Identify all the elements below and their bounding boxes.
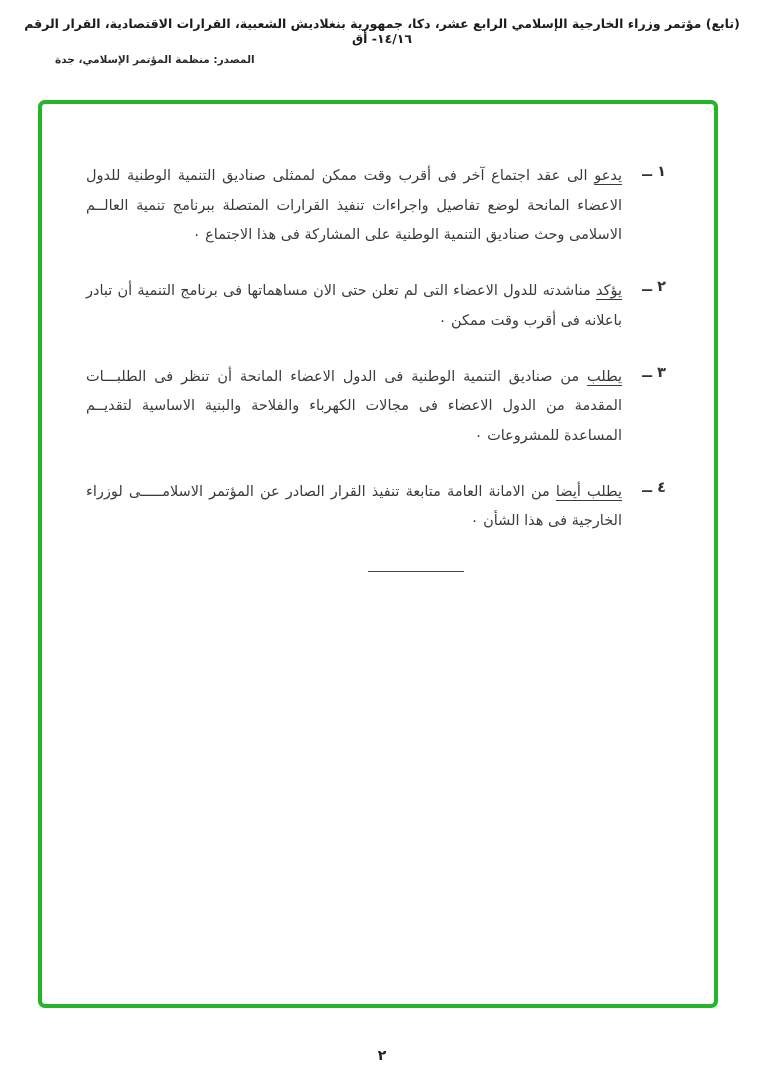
header-source: المصدر: منظمة المؤتمر الإسلامي، جدة [55,54,255,66]
item-keyword: يطلب [587,368,622,385]
resolution-item-4 [86,478,666,537]
item-keyword: يؤكد [595,283,622,300]
item-text [86,162,622,251]
item-body-text: مناشدته للدول الاعضاء التى لم تعلن حتى الان مساهماتها فى برنامج التنمية أن تبادر باعلانه فى أقرب وقت ممكن ٠ [86,283,622,329]
resolution-item-2 [86,277,666,336]
page-number: ٢ [377,1048,387,1064]
header-title: (تابع) مؤتمر وزراء الخارجية الإسلامي الرابع عشر، دكا، جمهورية بنغلاديش الشعبية، القرارات الاقتصادية، القرار الرقم ١٤/١٦- أق [24,16,740,46]
item-number: ١ ــ [642,164,666,180]
resolution-item-3 [86,363,666,452]
item-number: ٤ ــ [642,479,666,496]
item-number: ٣ ــ [642,364,666,381]
item-text [86,363,622,452]
document-body [42,104,714,572]
item-number: ٢ ــ [642,279,666,296]
item-keyword: يدعو [594,168,622,184]
end-of-text-divider [368,571,464,572]
item-keyword: يطلب أيضا [555,483,622,500]
item-text [86,277,622,336]
item-body-text: من الامانة العامة متابعة تنفيذ القرار الصادر عن المؤتمر الاسلامـــــى لوزراء الخارجية فى هذا الشأن ٠ [86,483,622,530]
document-header [0,0,764,66]
item-body-text: الى عقد اجتماع آخر فى أقرب وقت ممكن لممثلى صناديق التنمية الوطنية للدول الاعضاء المانحة لوضع تفاصيل واجراءات تنفيذ القرارات المتصلة ببرنامج تنمية العالــم الاسلامى وحث صناديق التنمية الوطنية على المشاركة فى هذا الاجتماع ٠ [86,168,622,244]
resolution-item-1 [86,162,666,251]
item-text [86,478,622,537]
item-body-text: من صناديق التنمية الوطنية فى الدول الاعضاء المانحة أن تنظر فى الطلبـــات المقدمة من الدول الاعضاء فى مجالات الكهرباء والفلاحة والبنية الاساسية لتقديــم المساعدة للمشروعات ٠ [86,368,622,445]
